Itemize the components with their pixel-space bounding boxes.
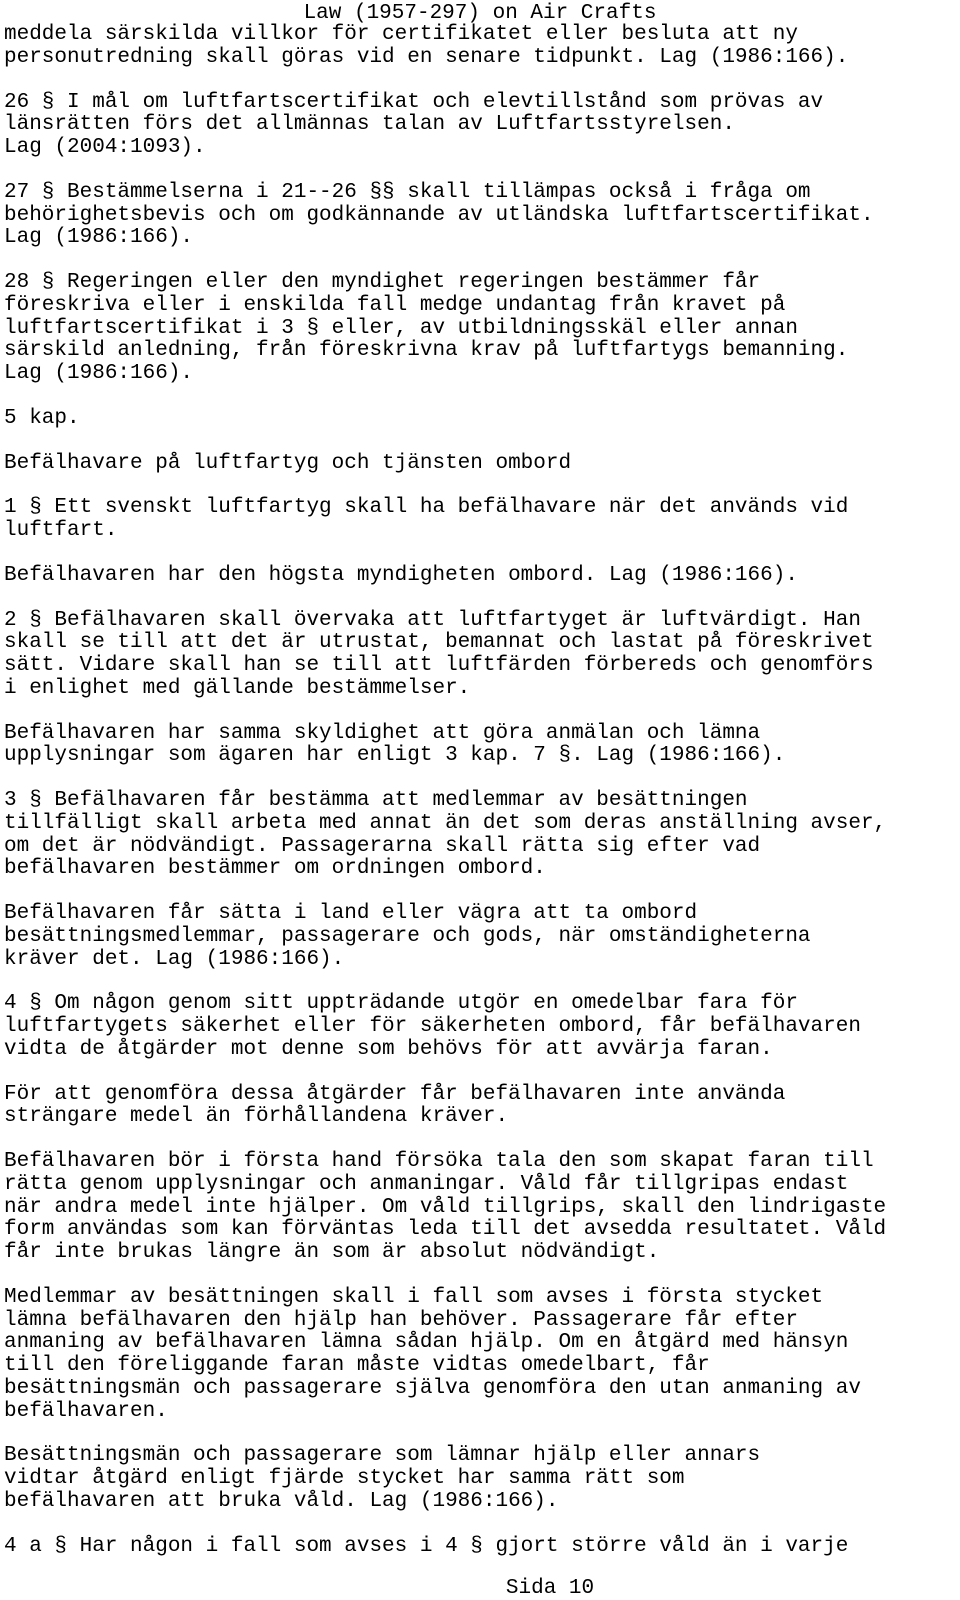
paragraph-continuation: meddela särskilda villkor för certifikatet eller besluta att ny personutredning skall göras vid en senare tidpunkt. Lag (1986:166). <box>4 23 849 69</box>
paragraph-section-2-second: Befälhavaren har samma skyldighet att göra anmälan och lämna upplysningar som ägaren har enligt 3 kap. 7 §. Lag (1986:166). <box>4 721 786 768</box>
paragraph-section-4-fourth: Medlemmar av besättningen skall i fall som avses i första stycket lämna befälhavaren den hjälp han behöver. Passagerare får efter anmaning av befälhavaren lämna sådan hjälp. Om en åtgärd med hänsyn till den föreliggande faran måste vidtas omedelbart, får besättningsmän och passagerare själva genomföra den utan anmaning av befälhavaren. <box>4 1285 861 1423</box>
paragraph-section-4: 4 § Om någon genom sitt uppträdande utgör en omedelbar fara för luftfartygets säkerhet eller för säkerheten ombord, får befälhavaren vidta de åtgärder mot denne som behövs för att avvärja faran. <box>4 992 861 1061</box>
page-footer-number: Sida 10 <box>505 1577 595 1600</box>
paragraph-section-4-second: För att genomföra dessa åtgärder får befälhavaren inte använda strängare medel än förhållandena kräver. <box>4 1082 786 1129</box>
paragraph-section-3: 3 § Befälhavaren får bestämma att medlemmar av besättningen tillfälligt skall arbeta med annat än det som deras anställning avser, om det är nödvändigt. Passagerarna skall rätta sig efter vad befälhavaren bestämmer om ordningen ombord. <box>4 789 887 881</box>
paragraph-section-4-third: Befälhavaren bör i första hand försöka tala den som skapat faran till rätta genom upplysningar och anmaningar. Våld får tillgripas endast när andra medel inte hjälper. Om våld tillgrips, skall den lindrigaste form användas som kan förväntas leda till det avsedda resultatet. Våld får inte brukas längre än som är absolut nödvändigt. <box>4 1150 887 1264</box>
paragraph-section-2: 2 § Befälhavaren skall övervaka att luftfartyget är luftvärdigt. Han skall se till att det är utrustat, bemannat och lastat på föreskrivet sätt. Vidare skall han se till att luftfärden förbereds och genomförs i enlighet med gällande bestämmelser. <box>4 608 874 700</box>
paragraph-section-1-second: Befälhavaren har den högsta myndigheten ombord. Lag (1986:166). <box>4 563 798 587</box>
paragraph-section-3-second: Befälhavaren får sätta i land eller vägra att ta ombord besättningsmedlemmar, passagerare och gods, när omständigheterna kräver det. Lag (1986:166). <box>4 902 811 971</box>
paragraph-section-27: 27 § Bestämmelserna i 21--26 §§ skall tillämpas också i fråga om behörighetsbevis och om godkännande av utländska luftfartscertifikat. Lag (1986:166). <box>4 180 874 250</box>
paragraph-section-4-fifth: Besättningsmän och passagerare som lämnar hjälp eller annars vidtar åtgärd enligt fjärde stycket har samma rätt som befälhavaren att bruka våld. Lag (1986:166). <box>4 1444 761 1513</box>
page-header-title: Law (1957-297) on Air Crafts <box>303 2 657 25</box>
paragraph-section-1: 1 § Ett svenskt luftfartyg skall ha befälhavare när det används vid luftfart. <box>4 496 849 542</box>
paragraph-section-4a: 4 a § Har någon i fall som avses i 4 § gjort större våld än i varje <box>4 1534 849 1558</box>
paragraph-section-26: 26 § I mål om luftfartscertifikat och elevtillstånd som prövas av länsrätten förs det allmännas talan av Luftfartsstyrelsen. Lag (2004:1093). <box>4 90 824 159</box>
chapter-title: Befälhavare på luftfartyg och tjänsten ombord <box>4 451 572 475</box>
paragraph-section-28: 28 § Regeringen eller den myndighet regeringen bestämmer får föreskriva eller i enskilda fall medge undantag från kravet på luftfartscertifikat i 3 § eller, av utbildningsskäl eller annan särskild anledning, från föreskrivna krav på luftfartygs bemanning. Lag (1986:166). <box>4 271 849 385</box>
chapter-heading: 5 kap. <box>4 406 80 430</box>
document-body <box>4 24 956 1580</box>
